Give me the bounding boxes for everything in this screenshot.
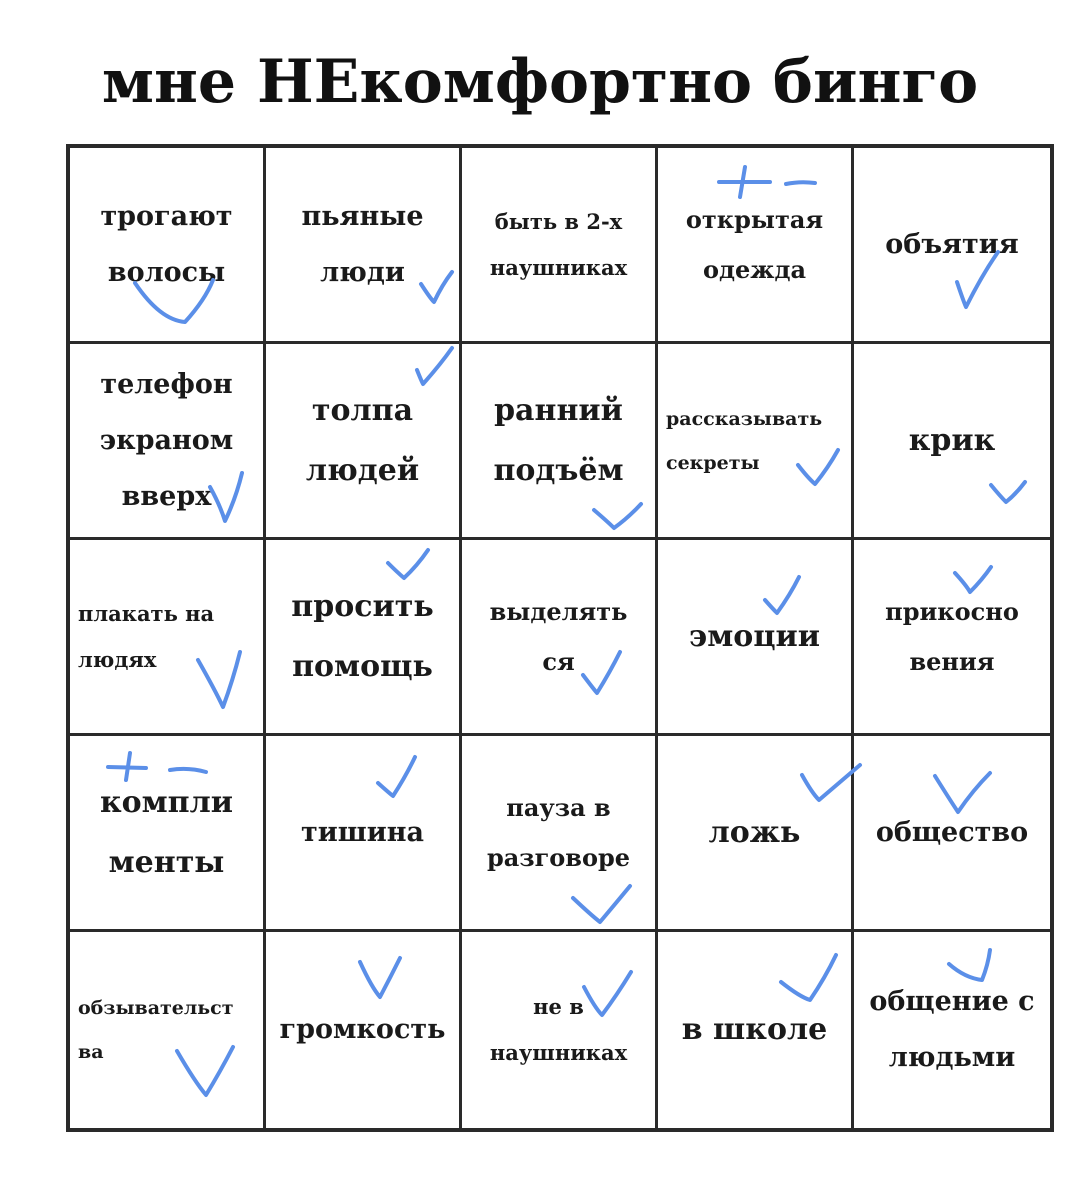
bingo-cell-label: выделять ся [489, 596, 628, 676]
page-title: мне НЕкомфортно бинго [101, 47, 979, 117]
bingo-cell-label: крик [908, 422, 996, 458]
bingo-cell-label: обзывательст ва [78, 997, 234, 1063]
bingo-cell[interactable] [854, 344, 1050, 540]
bingo-cell[interactable] [266, 148, 462, 344]
bingo-cell[interactable] [70, 148, 266, 344]
bingo-cell-label: громкость [279, 1014, 446, 1045]
bingo-cell[interactable] [658, 736, 854, 932]
bingo-cell-label: ранний подъём [493, 392, 624, 488]
bingo-cell-label: просить помощь [291, 588, 434, 684]
bingo-cell[interactable] [658, 932, 854, 1128]
bingo-cell[interactable] [462, 736, 658, 932]
bingo-cell-label: телефон экраном вверх [99, 368, 234, 512]
bingo-grid [66, 144, 1054, 1132]
bingo-cell-label: объятия [885, 228, 1019, 260]
bingo-cell-label: не в наушниках [489, 994, 628, 1065]
bingo-cell[interactable] [70, 344, 266, 540]
bingo-cell[interactable] [854, 736, 1050, 932]
bingo-cell[interactable] [462, 932, 658, 1128]
bingo-cell[interactable] [70, 736, 266, 932]
bingo-cell-label: открытая одежда [685, 204, 824, 284]
bingo-cell-label: рассказывать секреты [666, 407, 823, 474]
bingo-cell[interactable] [658, 344, 854, 540]
bingo-cell[interactable] [266, 932, 462, 1128]
bingo-cell-label: общество [875, 816, 1029, 848]
bingo-cell[interactable] [70, 540, 266, 736]
bingo-cell[interactable] [854, 932, 1050, 1128]
bingo-cell[interactable] [266, 344, 462, 540]
bingo-cell-label: толпа людей [305, 392, 420, 488]
bingo-cell-label: трогают волосы [100, 200, 233, 288]
bingo-cell[interactable] [462, 344, 658, 540]
bingo-cell[interactable] [70, 932, 266, 1128]
bingo-cell-label: пауза в разговоре [486, 792, 631, 872]
bingo-cell-label: компли менты [99, 784, 234, 880]
bingo-cell-label: общение с людьми [869, 986, 1035, 1073]
bingo-cell[interactable] [266, 736, 462, 932]
bingo-cell-label: быть в 2-х наушниках [489, 208, 628, 280]
bingo-cell-label: тишина [300, 816, 425, 848]
bingo-cell-label: эмоции [688, 618, 820, 654]
bingo-cell[interactable] [854, 540, 1050, 736]
bingo-cell[interactable] [658, 540, 854, 736]
bingo-cell[interactable] [658, 148, 854, 344]
bingo-cell[interactable] [462, 148, 658, 344]
bingo-cell[interactable] [462, 540, 658, 736]
bingo-cell[interactable] [266, 540, 462, 736]
bingo-cell[interactable] [854, 148, 1050, 344]
bingo-cell-label: прикосно вения [885, 596, 1019, 676]
bingo-cell-label: плакать на людях [78, 600, 215, 672]
bingo-cell-label: пьяные люди [301, 200, 424, 288]
bingo-cell-label: ложь [708, 814, 801, 850]
bingo-cell-label: в школе [681, 1012, 828, 1047]
